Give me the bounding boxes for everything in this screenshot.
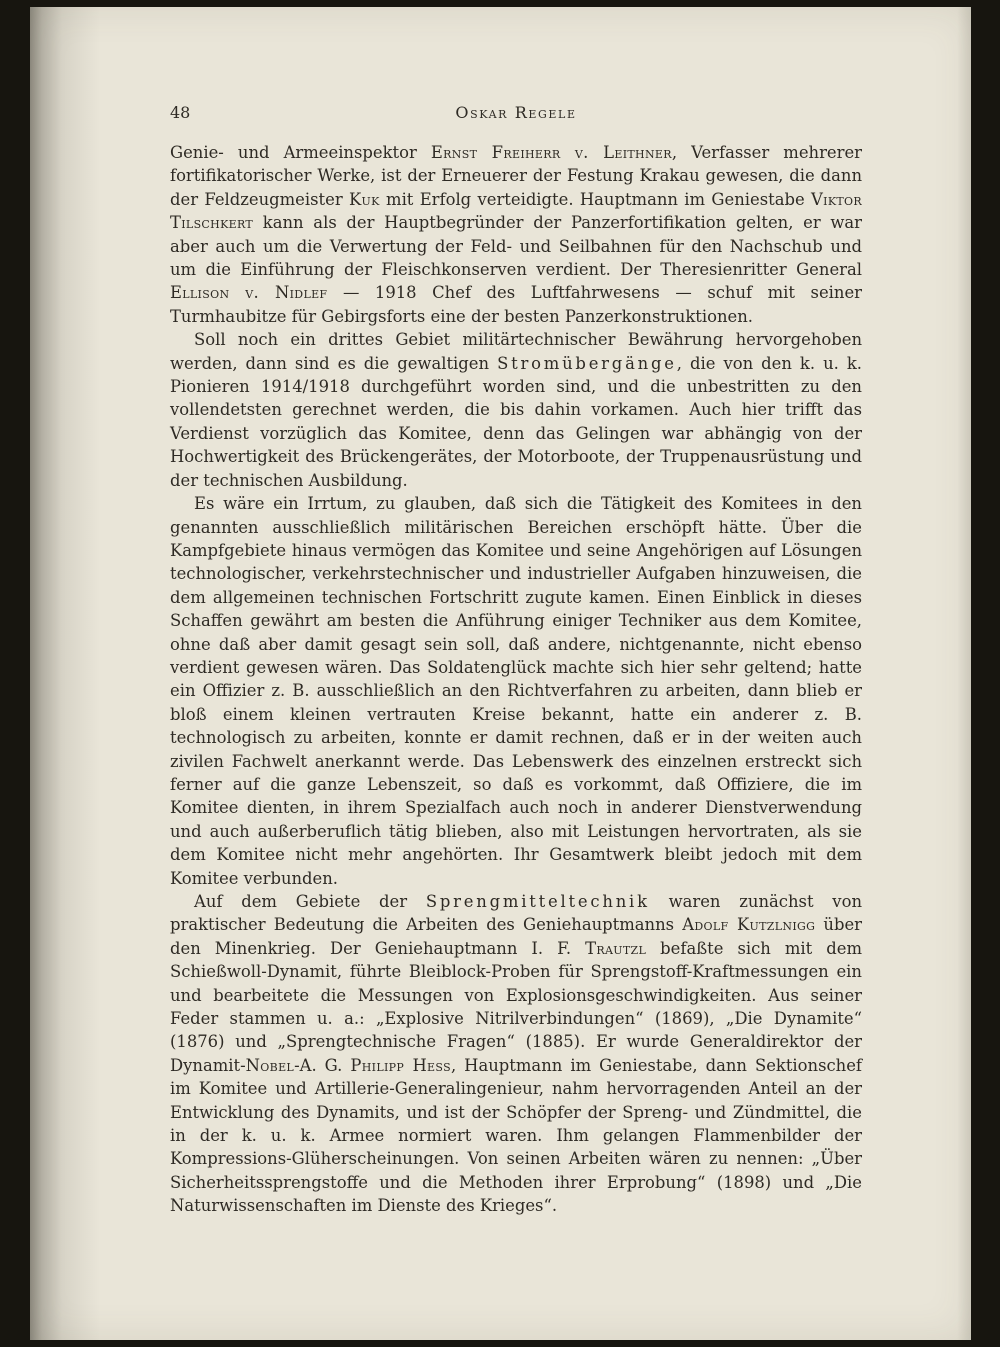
paragraph [170,890,862,1218]
text-run: Auf dem Gebiete der [194,892,426,911]
page-header [170,103,862,125]
running-header: Oskar Regele [455,103,577,122]
person-name: Adolf Kutzlnigg [682,915,816,935]
company-name: Nobel [245,1055,295,1075]
page-number: 48 [170,103,191,122]
paragraph [170,141,862,328]
text-run: Genie- und Armeeinspektor [170,143,431,162]
emphasized-term: Stromübergänge [497,353,677,373]
text-run: , die von den k. u. k. Pionieren 1914/1918 durchgeführt worden sind, und die unbestritten zu den vollendetsten gerechnet werden, die bis dahin vorkamen. Auch hier trifft das Verdienst vorzüglich das Komitee, denn das Gelingen war abhängig von der Hochwertigkeit des Brückengerätes, der Motorboote, der Truppenausrüstung und der technischen Ausbildung. [170,353,862,490]
text-run: kann als der Hauptbegründer der Panzerfortifikation gelten, er war aber auch um die Verwertung der Feld- und Seilbahnen für den Nachschub und um die Einführung der Fleischkonserven verdient. Der Theresienritter General [170,213,862,280]
text-run: Soll noch ein drittes Gebiet militärtechnischer Bewährung hervorgehoben werden, dann sind es die gewaltigen [170,330,862,373]
person-name: Ellison v. Nidlef [170,283,328,303]
text-run: waren zunächst von praktischer Bedeutung die Arbeiten des Geniehauptmanns [170,892,862,935]
page-text-block [170,103,862,1218]
person-name: Philipp Hess [350,1055,451,1075]
text-run: mit Erfolg verteidigte. Hauptmann im Geniestabe [379,189,811,209]
person-name: Ernst Freiherr v. Leithner [430,143,672,162]
book-page [30,7,971,1340]
paragraph [170,492,862,890]
emphasized-term: Sprengmitteltechnik [425,892,650,911]
text-run: -A. G. [294,1055,351,1075]
text-run: über den Minenkrieg. Der Geniehauptmann I. F. [170,915,862,958]
text-run: , Hauptmann im Geniestabe, dann Sektionschef im Komitee und Artillerie-Generalingenieur, nahm hervorragenden Anteil an der Entwicklung des Dynamits, und ist der Schöpfer der Spreng- und Zündmittel, die in der k. u. k. Armee normiert waren. Ihm gelangen Flammenbilder der Kompressions-Glüherscheinungen. Von seinen Arbeiten wären zu nennen: „Über Sicherheitssprengstoffe und die Methoden ihrer Erprobung“ (1898) und „Die Naturwissenschaften im Dienste des Krieges“. [170,1055,862,1216]
body-text [170,141,862,1218]
paragraph [170,328,862,492]
text-run: — 1918 Chef des Luftfahrwesens — schuf mit seiner Turmhaubitze für Gebirgsforts eine der besten Panzerkonstruktionen. [170,283,862,326]
text-run: , Verfasser mehrerer fortifikatorischer Werke, ist der Erneuerer der Festung Krakau gewesen, die dann der Feldzeugmeister [170,143,862,209]
person-name: Trautzl [585,938,647,958]
person-name: Kuk [348,189,380,209]
text-run: befaßte sich mit dem Schießwoll-Dynamit, führte Bleiblock-Proben für Sprengstoff-Kraftmessungen ein und bearbeitete die Messungen von Explosionsgeschwindigkeiten. Aus seiner Feder stammen u. a.: „Explosive Nitrilverbindungen“ (1869), „Die Dynamite“ (1876) und „Sprengtechnische Fragen“ (1885). Er wurde Generaldirektor der Dynamit- [170,938,862,1075]
text-run: Es wäre ein Irrtum, zu glauben, daß sich die Tätigkeit des Komitees in den genannten ausschließlich militärischen Bereichen erschöpft hätte. Über die Kampfgebiete hinaus vermögen das Komitee und seine Angehörigen auf Lösungen technologischer, verkehrstechnischer und industrieller Aufgaben hinzuweisen, die dem allgemeinen technischen Fortschritt zugute kamen. Einen Einblick in dieses Schaffen gewährt am besten die Anführung einiger Techniker aus dem Komitee, ohne daß aber damit gesagt sein soll, daß andere, nichtgenannte, nicht ebenso verdient gewesen wären. Das Soldatenglück machte sich hier sehr geltend; hatte ein Offizier z. B. ausschließlich an den Richtverfahren zu arbeiten, dann blieb er bloß einem kleinen vertrauten Kreise bekannt, hatte ein anderer z. B. technologisch zu arbeiten, konnte er damit rechnen, daß er in der weiten auch zivilen Fachwelt anerkannt werde. Das Lebenswerk des einzelnen erstreckt sich ferner auf die ganze Lebenszeit, so daß es vorkommt, daß Offiziere, die im Komitee dienten, in ihrem Spezialfach auch noch in anderer Dienstverwendung und auch außerberuflich tätig blieben, also mit Leistungen hervortraten, als sie dem Komitee nicht mehr angehörten. Ihr Gesamtwerk bleibt jedoch mit dem Komitee verbunden. [170,494,862,888]
person-name: Viktor Tilschkert [170,189,862,233]
